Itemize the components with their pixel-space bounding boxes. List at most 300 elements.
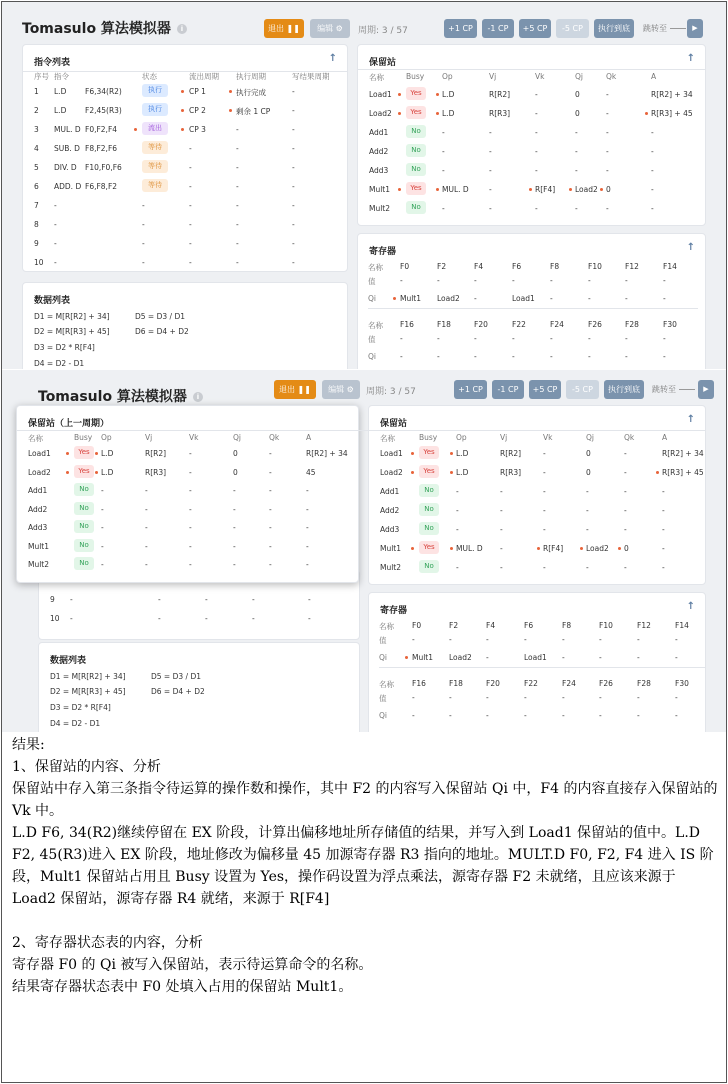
collapse-up-icon[interactable]: ↑ — [686, 242, 695, 253]
rs-a: - — [651, 185, 654, 194]
rs-qk: 0 — [624, 544, 629, 553]
plus-1-cp-button[interactable]: +1 CP — [454, 380, 487, 399]
instr-header: 指令 — [54, 72, 69, 81]
rs-header: 名称 — [380, 434, 395, 443]
instr-header: 序号 — [34, 72, 49, 81]
data-list-item: D1 = M[R[R2] + 34] — [34, 312, 110, 321]
reg-value: - — [512, 334, 515, 343]
run-to-end-button[interactable]: 执行到底 — [604, 380, 644, 399]
cycle-counter: 周期: 3 / 57 — [366, 387, 416, 397]
reg-value: - — [625, 334, 628, 343]
instr-row-number: 3 — [34, 125, 39, 134]
status-dot-icon — [95, 471, 98, 474]
reg-qi: - — [449, 711, 452, 720]
reg-name: F16 — [400, 320, 414, 329]
rs-qj: - — [575, 204, 578, 213]
reg-value: - — [412, 635, 415, 644]
divider — [369, 430, 706, 431]
rs-qk: - — [606, 204, 609, 213]
rs-qj: - — [233, 504, 236, 514]
instr-op: - — [54, 201, 57, 210]
rs-header: A — [306, 433, 312, 442]
rs-header: 名称 — [28, 434, 43, 443]
reg-value: - — [625, 276, 628, 285]
rs-op: L.D — [442, 109, 455, 118]
reg-qi: Load1 — [524, 653, 547, 662]
rs-vj: - — [489, 147, 492, 156]
busy-badge: No — [419, 484, 439, 497]
rs-vk: - — [189, 449, 192, 458]
rs-vj: - — [145, 486, 148, 495]
status-dot-icon — [229, 90, 232, 93]
reg-value: - — [562, 635, 565, 644]
rs-qk: - — [269, 523, 272, 532]
busy-badge: No — [74, 539, 94, 552]
rs-header: Qk — [606, 72, 617, 81]
plus-5-cp-button[interactable]: +5 CP — [519, 19, 551, 38]
reg-label-name: 名称 — [368, 321, 383, 330]
info-icon[interactable]: i — [177, 24, 187, 34]
rs-qj: - — [586, 563, 589, 572]
instr-header: 流出周期 — [189, 72, 219, 81]
report-line: 寄存器 F0 的 Qi 被写入保留站，表示待运算命令的名称。 — [12, 957, 373, 973]
reg-name: F24 — [550, 320, 564, 329]
instr-issue-cycle: - — [189, 201, 192, 210]
rs-name: Load2 — [28, 467, 51, 477]
reg-name: F2 — [437, 262, 447, 271]
divider — [17, 430, 417, 431]
reg-qi: - — [474, 294, 477, 303]
status-dot-icon — [569, 188, 572, 191]
status-dot-icon — [134, 128, 137, 131]
status-dot-icon — [66, 471, 69, 474]
rs-header: Busy — [419, 433, 438, 442]
reg-qi: - — [486, 653, 489, 662]
busy-badge: No — [406, 163, 426, 176]
reg-qi: - — [637, 653, 640, 662]
rs-a: - — [306, 560, 309, 569]
rs-name: Mult1 — [380, 544, 402, 553]
reg-qi: - — [412, 711, 415, 720]
rs-vk: - — [535, 128, 538, 137]
rs-vj: - — [500, 506, 503, 515]
instr-op: - — [70, 614, 73, 623]
busy-badge: Yes — [419, 465, 439, 478]
rs-qj: Load2 — [575, 185, 598, 194]
reg-label-name: 名称 — [379, 622, 394, 631]
rs-qj: - — [233, 541, 236, 551]
reg-label-name: 名称 — [379, 680, 394, 689]
previous-reservation-station-title: 保留站（上一周期） — [28, 419, 110, 429]
rs-a: - — [662, 563, 665, 572]
rs-op: - — [442, 147, 445, 156]
rs-qj: - — [586, 506, 589, 515]
data-list-item: D6 = D4 + D2 — [151, 687, 205, 696]
rs-op: L.D — [456, 449, 469, 458]
instr-args: F10,F0,F6 — [85, 163, 122, 172]
instr-exec-cycle: - — [252, 595, 255, 604]
reg-name: F2 — [449, 621, 459, 630]
busy-badge: Yes — [406, 182, 426, 195]
plus-1-cp-button[interactable]: +1 CP — [444, 19, 477, 38]
status-dot-icon — [393, 297, 396, 300]
rs-vk: - — [543, 506, 546, 515]
reg-value: - — [512, 276, 515, 285]
reg-name: F22 — [512, 320, 526, 329]
busy-badge: Yes — [406, 106, 426, 119]
reg-value: - — [437, 334, 440, 343]
minus-1-cp-button[interactable]: -1 CP — [482, 19, 514, 38]
rs-vk: - — [543, 563, 546, 572]
instr-exec-cycle: - — [236, 258, 239, 267]
reg-value: - — [449, 635, 452, 644]
report-line: 结果寄存器状态表中 F0 处填入占用的保留站 Mult1。 — [12, 979, 353, 995]
collapse-up-icon[interactable]: ↑ — [686, 414, 695, 425]
reg-name: F26 — [599, 679, 613, 688]
jump-label: 跳转至 — [652, 385, 676, 394]
busy-badge: No — [419, 560, 439, 573]
instr-status: - — [142, 239, 145, 248]
status-dot-icon — [411, 547, 414, 550]
status-dot-icon — [398, 188, 401, 191]
rs-vk: - — [189, 486, 192, 495]
reg-value: - — [524, 693, 527, 702]
rs-qk: - — [606, 166, 609, 175]
rs-qk: - — [624, 468, 627, 477]
reg-value: - — [663, 276, 666, 285]
document-frame — [1, 1, 727, 1083]
status-dot-icon — [398, 93, 401, 96]
instr-op: - — [54, 220, 57, 229]
status-dot-icon — [618, 547, 621, 550]
reg-label-val: 值 — [379, 694, 387, 703]
edit-button[interactable]: 编辑 ⚙ — [310, 19, 350, 38]
rs-qk: - — [606, 147, 609, 156]
rs-name: Load1 — [380, 449, 403, 458]
rs-op: L.D — [101, 449, 114, 458]
reg-name: F18 — [449, 679, 463, 688]
reg-qi: - — [512, 352, 515, 361]
data-list-title: 数据列表 — [50, 656, 87, 666]
instr-op: L.D — [54, 87, 67, 96]
instr-op: - — [54, 258, 57, 267]
rs-name: Mult2 — [380, 563, 402, 572]
rs-qj: - — [575, 166, 578, 175]
jump-to[interactable] — [652, 384, 695, 395]
info-icon[interactable]: i — [193, 392, 203, 402]
jump-input[interactable] — [679, 389, 695, 390]
rs-qj: - — [575, 147, 578, 156]
reg-value: - — [599, 635, 602, 644]
reg-value: - — [663, 334, 666, 343]
busy-badge: No — [419, 503, 439, 516]
jump-to[interactable] — [643, 23, 686, 34]
data-list-item: D2 = M[R[R3] + 45] — [50, 687, 126, 696]
rs-vj: - — [145, 523, 148, 532]
rs-vj: R[R2] — [489, 90, 511, 99]
status-dot-icon — [436, 112, 439, 115]
instr-wb-cycle: - — [292, 239, 295, 248]
data-list-item: D3 = D2 * R[F4] — [34, 343, 95, 352]
reg-value: - — [675, 635, 678, 644]
rs-qj: 0 — [586, 449, 591, 458]
instr-issue-cycle: - — [205, 595, 208, 604]
status-dot-icon — [656, 471, 659, 474]
minus-5-cp-button[interactable]: -5 CP — [556, 19, 589, 38]
rs-a: - — [651, 128, 654, 137]
reg-name: F30 — [675, 679, 689, 688]
report-text — [12, 734, 720, 998]
rs-vk: - — [543, 449, 546, 458]
instr-op: - — [70, 595, 73, 604]
reg-name: F4 — [486, 621, 496, 630]
busy-badge: Yes — [419, 446, 439, 459]
rs-vj: - — [489, 204, 492, 213]
rs-op: - — [101, 486, 104, 495]
status-dot-icon — [529, 188, 532, 191]
minus-5-cp-button[interactable]: -5 CP — [566, 380, 599, 399]
instr-issue-cycle: - — [189, 258, 192, 267]
reg-qi: Load1 — [512, 294, 535, 303]
rs-a: R[R2] + 34 — [662, 449, 704, 458]
rs-name: Mult1 — [28, 541, 50, 551]
instr-wb-cycle: - — [292, 182, 295, 191]
rs-header: Qk — [624, 433, 635, 442]
rs-a: - — [662, 487, 665, 496]
instr-wb-cycle: - — [292, 106, 295, 115]
reg-name: F22 — [524, 679, 538, 688]
cycle-counter: 周期: 3 / 57 — [358, 26, 408, 36]
reg-name: F12 — [637, 621, 651, 630]
rs-name: Add2 — [380, 506, 400, 515]
reg-name: F14 — [663, 262, 677, 271]
reg-value: - — [550, 334, 553, 343]
instr-status: - — [158, 595, 161, 604]
jump-go-button[interactable]: ▶ — [698, 380, 714, 399]
reg-name: F10 — [588, 262, 602, 271]
rs-qk: - — [269, 504, 272, 514]
rs-qk: 0 — [606, 185, 611, 194]
rs-qk: - — [269, 467, 272, 477]
screenshot-cycle-3-compare — [2, 370, 727, 732]
rs-header: Vk — [535, 72, 545, 81]
rs-name: Load2 — [369, 109, 392, 118]
plus-5-cp-button[interactable]: +5 CP — [529, 380, 561, 399]
instr-op: ADD. D — [54, 182, 82, 191]
rs-name: Add3 — [380, 525, 400, 534]
rs-header: Qj — [233, 433, 241, 442]
busy-badge: No — [74, 557, 94, 570]
rs-a: 45 — [306, 467, 316, 477]
instr-exec-cycle: - — [252, 614, 255, 623]
instr-op: L.D — [54, 106, 67, 115]
rs-qj: - — [575, 128, 578, 137]
data-list-title: 数据列表 — [34, 296, 71, 306]
instr-status-badge: 等待 — [142, 179, 168, 192]
status-dot-icon — [405, 656, 408, 659]
rs-qj: 0 — [575, 109, 580, 118]
register-panel — [357, 233, 706, 369]
reg-value: - — [637, 693, 640, 702]
rs-op: - — [442, 166, 445, 175]
instr-row-number: 8 — [34, 220, 39, 229]
status-dot-icon — [645, 112, 648, 115]
instr-issue-cycle: - — [189, 163, 192, 172]
reg-name: F12 — [625, 262, 639, 271]
data-list-panel — [38, 642, 360, 732]
rs-header: Busy — [74, 433, 93, 442]
register-title: 寄存器 — [369, 247, 397, 257]
instr-exec-cycle: - — [236, 144, 239, 153]
rs-qk: - — [624, 525, 627, 534]
rs-a: - — [651, 204, 654, 213]
rs-vj: - — [489, 166, 492, 175]
reg-qi: - — [550, 352, 553, 361]
rs-name: Load1 — [369, 90, 392, 99]
instr-args: F2,45(R3) — [85, 106, 122, 115]
instr-args: F8,F2,F6 — [85, 144, 118, 153]
rs-vj: - — [145, 541, 148, 551]
instr-row-number: 4 — [34, 144, 39, 153]
rs-vj: - — [489, 128, 492, 137]
status-dot-icon — [66, 452, 69, 455]
reg-label-val: 值 — [368, 277, 376, 286]
collapse-up-icon[interactable]: ↑ — [686, 601, 695, 612]
reg-value: - — [562, 693, 565, 702]
status-dot-icon — [411, 452, 414, 455]
reg-value: - — [474, 276, 477, 285]
instr-args: F6,34(R2) — [85, 87, 122, 96]
rs-op: - — [456, 506, 459, 515]
rs-vk: - — [189, 467, 192, 477]
rs-header: Qk — [269, 433, 280, 442]
instr-row-number: 7 — [34, 201, 39, 210]
rs-vk: - — [535, 147, 538, 156]
rs-vj: - — [500, 525, 503, 534]
reg-qi: - — [474, 352, 477, 361]
status-dot-icon — [537, 547, 540, 550]
reg-qi: - — [625, 294, 628, 303]
reg-qi: - — [663, 352, 666, 361]
data-list-item: D1 = M[R[R2] + 34] — [50, 672, 126, 681]
reg-name: F8 — [550, 262, 560, 271]
run-to-end-button[interactable]: 执行到底 — [594, 19, 634, 38]
rs-op: - — [442, 204, 445, 213]
data-list-item: D4 = D2 - D1 — [34, 359, 85, 368]
instr-status-badge: 流出 — [142, 122, 168, 135]
screenshot-cycle-3 — [2, 2, 727, 369]
rs-vj: - — [145, 504, 148, 514]
instr-status-badge: 执行 — [142, 103, 168, 116]
reg-label-qi: Qi — [368, 352, 376, 361]
rs-vj: R[R3] — [145, 467, 167, 477]
instr-issue-cycle: CP 3 — [189, 125, 206, 134]
busy-badge: Yes — [74, 446, 94, 459]
rs-op: - — [101, 504, 104, 514]
reg-qi: Mult1 — [412, 653, 434, 662]
rs-name: Load1 — [28, 449, 51, 458]
reg-label-val: 值 — [379, 636, 387, 645]
reservation-station-panel — [368, 405, 706, 585]
reg-qi: - — [675, 653, 678, 662]
reg-name: F0 — [412, 621, 422, 630]
rs-qj: 0 — [233, 467, 238, 477]
rs-op: - — [101, 523, 104, 532]
reg-value: - — [437, 276, 440, 285]
edit-button[interactable]: 编辑 ⚙ — [322, 380, 360, 399]
rs-a: - — [651, 147, 654, 156]
data-list-item: D3 = D2 * R[F4] — [50, 703, 111, 712]
rs-vk: R[F4] — [535, 185, 556, 194]
reg-value: - — [599, 693, 602, 702]
rs-op: L.D — [456, 468, 469, 477]
instruction-list-panel — [22, 44, 348, 272]
rs-qk: - — [269, 541, 272, 551]
collapse-up-icon[interactable]: ↑ — [686, 53, 695, 64]
instr-exec-cycle: - — [236, 125, 239, 134]
busy-badge: No — [406, 125, 426, 138]
reg-qi: Mult1 — [400, 294, 422, 303]
rs-header: Vk — [543, 433, 553, 442]
status-dot-icon — [181, 90, 184, 93]
rs-op: - — [456, 487, 459, 496]
reg-value: - — [486, 635, 489, 644]
rs-vk: - — [535, 204, 538, 213]
rs-header: Vj — [489, 72, 497, 81]
rs-name: Load2 — [380, 468, 403, 477]
rs-qk: - — [269, 449, 272, 458]
rs-qj: 0 — [586, 468, 591, 477]
pause-button[interactable]: 退出 ❚❚ — [274, 380, 316, 399]
instr-status: - — [142, 220, 145, 229]
data-list-item: D4 = D2 - D1 — [50, 719, 101, 728]
pause-button[interactable]: 退出 ❚❚ — [264, 19, 304, 38]
instr-exec-cycle: 剩余 1 CP — [236, 107, 271, 116]
collapse-up-icon[interactable]: ↑ — [328, 53, 337, 64]
rs-qj: - — [586, 525, 589, 534]
divider — [379, 667, 706, 668]
instr-row-number: 1 — [34, 87, 39, 96]
data-list-item: D5 = D3 / D1 — [135, 312, 185, 321]
status-dot-icon — [450, 547, 453, 550]
rs-name: Mult1 — [369, 185, 391, 194]
reg-qi: - — [663, 294, 666, 303]
rs-qj: - — [233, 486, 236, 495]
reg-qi: - — [437, 352, 440, 361]
rs-header: Qj — [586, 433, 594, 442]
data-list-item: D2 = M[R[R3] + 45] — [34, 327, 110, 336]
instr-wb-cycle: - — [308, 614, 311, 623]
rs-vk: R[F4] — [543, 544, 564, 553]
jump-input[interactable] — [670, 28, 686, 29]
reg-qi: - — [625, 352, 628, 361]
instr-row-number: 2 — [34, 106, 39, 115]
rs-a: - — [651, 166, 654, 175]
rs-name: Add1 — [380, 487, 400, 496]
jump-label: 跳转至 — [643, 24, 667, 33]
instr-row-number: 9 — [34, 239, 39, 248]
rs-qk: - — [269, 486, 272, 495]
rs-vj: - — [489, 185, 492, 194]
reservation-station-title: 保留站 — [380, 419, 408, 429]
minus-1-cp-button[interactable]: -1 CP — [492, 380, 524, 399]
report-line: L.D F6, 34(R2)继续停留在 EX 阶段，计算出偏移地址所存储值的结果，并写入到 Load1 保留站的值中。L.D F2, 45(R3)进入 EX 阶段，地址修改为偏移量 45 加源寄存器 R3 指向的地址。MULT.D F0, F2, F4 进入 IS 阶段，Mult1 保留站占用且 Busy 设置为 Yes，操作码设置为浮点乘法，源寄存器 F2 未就绪，且应该来源于 Load2 保留站，源寄存器 R4 就绪，来源于 R[F4] — [12, 825, 714, 907]
reg-qi: - — [562, 653, 565, 662]
jump-go-button[interactable]: ▶ — [687, 19, 703, 38]
instr-header: 执行周期 — [236, 72, 266, 81]
rs-header: Op — [442, 72, 453, 81]
reg-value: - — [400, 334, 403, 343]
